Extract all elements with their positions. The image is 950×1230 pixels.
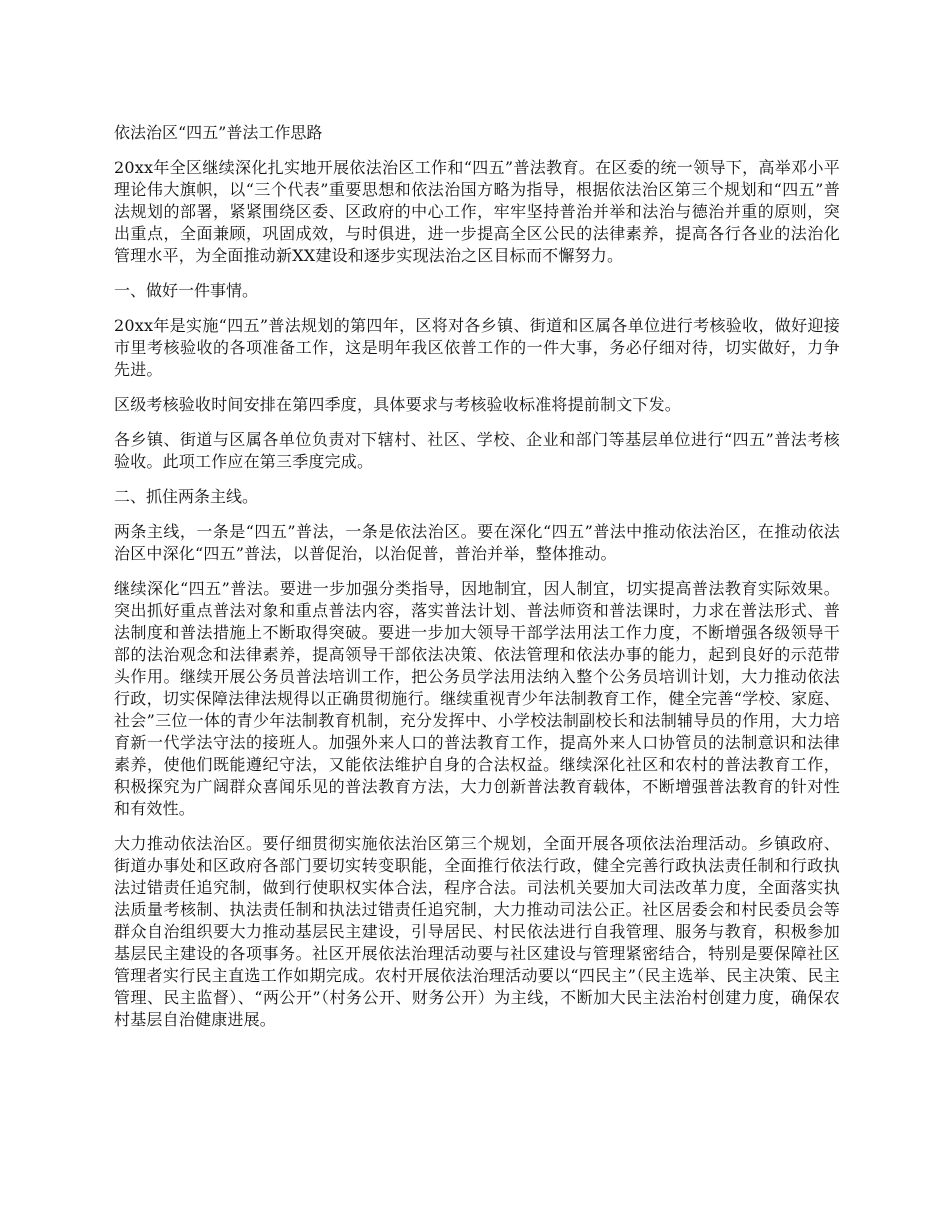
document-title: 依法治区“四五”普法工作思路	[114, 123, 323, 142]
section-2-paragraph-2: 继续深化“四五”普法。要进一步加强分类指导，因地制宜，因人制宜，切实提高普法教育实际效果。突出抓好重点普法对象和重点普法内容，落实普法计划、普法师资和普法课时，力求在普法形式、普法制度和普法措施上不断取得突破。要进一步加大领导干部学法用法工作力度，不断增强各级领导干部的法治观念和法律素养，提高领导干部依法决策、依法管理和依法办事的能力，起到良好的示范带头作用。继续开展公务员普法培训工作，把公务员学法用法纳入整个公务员培训计划，大力推动依法行政，切实保障法律法规得以正确贯彻施行。继续重视青少年法制教育工作，健全完善“学校、家庭、社会”三位一体的青少年法制教育机制，充分发挥中、小学校法制副校长和法制辅导员的作用，大力培育新一代学法守法的接班人。加强外来人口的普法教育工作，提高外来人口协管员的法制意识和法律素养，使他们既能遵纪守法，又能依法维护自身的合法权益。继续深化社区和农村的普法教育工作，积极探究为广阔群众喜闻乐见的普法教育方法，大力创新普法教育载体，不断增强普法教育的针对性和有效性。	[114, 579, 840, 818]
section-1-paragraph-2: 区级考核验收时间安排在第四季度，具体要求与考核验收标准将提前制文下发。	[114, 395, 682, 414]
section-1-heading: 一、做好一件事情。	[114, 281, 259, 300]
section-2-paragraph-3: 大力推动依法治区。要仔细贯彻实施依法治区第三个规划，全面开展各项依法治理活动。乡镇政府、街道办事处和区政府各部门要切实转变职能，全面推行依法行政，健全完善行政执法责任制和行政执法过错责任追究制，做到行使职权实体合法，程序合法。司法机关要加大司法改革力度，全面落实执法质量考核制、执法责任制和执法过错责任追究制，大力推动司法公正。社区居委会和村民委员会等群众自治组织要大力推动基层民主建设，引导居民、村民依法进行自我管理、服务与教育，积极参加基层民主建设的各项事务。社区开展依法治理活动要与社区建设与管理紧密结合，特别是要保障社区管理者实行民主直选工作如期完成。农村开展依法治理活动要以“四民主”（民主选举、民主决策、民主管理、民主监督）、“两公开”（村务公开、财务公开）为主线，不断加大民主法治村创建力度，确保农村基层自治健康进展。	[114, 834, 840, 1029]
section-1-paragraph-3: 各乡镇、街道与区属各单位负责对下辖村、社区、学校、企业和部门等基层单位进行“四五”普法考核验收。此项工作应在第三季度完成。	[114, 430, 840, 471]
section-1-paragraph-1: 20xx年是实施“四五”普法规划的第四年，区将对各乡镇、街道和区属各单位进行考核验收，做好迎接市里考核验收的各项准备工作，这是明年我区依普工作的一件大事，务必仔细对待，切实做好，力争先进。	[114, 316, 840, 379]
document-page	[114, 122, 840, 1044]
intro-paragraph: 20xx年全区继续深化扎实地开展依法治区工作和“四五”普法教育。在区委的统一领导下，高举邓小平理论伟大旗帜，以“三个代表”重要思想和依法治国方略为指导，根据依法治区第三个规划和“四五”普法规划的部署，紧紧围绕区委、区政府的中心工作，牢牢坚持普治并举和法治与德治并重的原则，突出重点，全面兼顾，巩固成效，与时俱进，进一步提高全区公民的法律素养，提高各行各业的法治化管理水平，为全面推动新XX建设和逐步实现法治之区目标而不懈努力。	[114, 158, 840, 265]
section-2-heading: 二、抓住两条主线。	[114, 487, 259, 506]
section-2-paragraph-1: 两条主线，一条是“四五”普法，一条是依法治区。要在深化“四五”普法中推动依法治区，在推动依法治区中深化“四五”普法，以普促治，以治促普，普治并举，整体推动。	[114, 522, 840, 563]
